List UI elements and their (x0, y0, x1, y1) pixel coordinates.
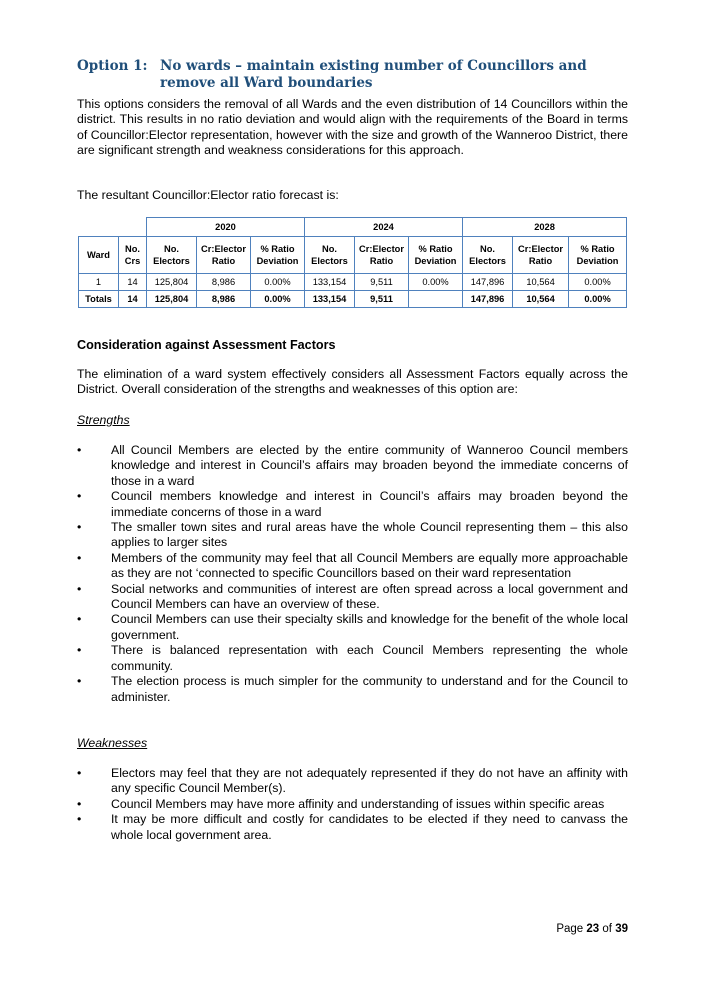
col-header-ratio: Cr:Elector Ratio (513, 237, 569, 274)
of-label: of (602, 923, 612, 935)
list-item (77, 643, 628, 674)
cell-deviation: 0.00% (569, 274, 627, 291)
page-number (556, 923, 628, 935)
list-item (77, 766, 628, 797)
weaknesses-heading: Weaknesses (77, 736, 148, 750)
cell-electors: 125,804 (147, 291, 197, 308)
ratio-forecast-table (78, 217, 627, 308)
col-header-electors: No. Electors (147, 237, 197, 274)
bullet-icon: • (77, 812, 82, 827)
cell-deviation: 0.00% (409, 274, 463, 291)
cell-ratio: 10,564 (513, 291, 569, 308)
list-item-text: All Council Members are elected by the entire community of Wanneroo Council members knowledge and interest in Council’s affairs may broaden beyond the immediate concerns of those in a ward (111, 443, 628, 488)
consideration-heading: Consideration against Assessment Factors (77, 338, 336, 352)
list-item-text: The smaller town sites and rural areas have the whole Council representing them – this also applies to larger sites (111, 520, 628, 550)
list-item-text: Council members knowledge and interest in Council’s affairs may broaden beyond the immediate concerns of those in a ward (111, 489, 628, 519)
strengths-list (77, 443, 628, 705)
cell-crs: 14 (119, 274, 147, 291)
list-item-text: Electors may feel that they are not adequately represented if they do not have an affinity with any specific Council Member(s). (111, 766, 628, 796)
cell-ratio: 10,564 (513, 274, 569, 291)
consideration-paragraph: The elimination of a ward system effectively considers all Assessment Factors equally across the District. Overall consideration of the strengths and weaknesses of this option are: (77, 367, 628, 397)
weaknesses-list (77, 766, 628, 843)
bullet-icon: • (77, 520, 82, 535)
ratio-intro: The resultant Councillor:Elector ratio forecast is: (77, 188, 339, 202)
col-header-ratio: Cr:Elector Ratio (197, 237, 251, 274)
list-item (77, 443, 628, 489)
list-item (77, 797, 628, 812)
bullet-icon: • (77, 674, 82, 689)
list-item-text: There is balanced representation with each Council Members representing the whole community. (111, 643, 628, 673)
table-year-row (79, 218, 627, 237)
cell-electors: 147,896 (463, 291, 513, 308)
cell-deviation (409, 291, 463, 308)
cell-deviation: 0.00% (569, 291, 627, 308)
cell-deviation: 0.00% (251, 274, 305, 291)
bullet-icon: • (77, 766, 82, 780)
cell-electors: 125,804 (147, 274, 197, 291)
col-header-deviation: % Ratio Deviation (569, 237, 627, 274)
cell-deviation: 0.00% (251, 291, 305, 308)
list-item (77, 551, 628, 582)
list-item-text: Members of the community may feel that all Council Members are equally more approachable as they are not ‘connected to specific Councillors based on their ward representation (111, 550, 628, 581)
table-blank-cell (79, 218, 147, 237)
year-header: 2028 (463, 218, 627, 237)
table-row (79, 274, 627, 291)
cell-ward: 1 (79, 274, 119, 291)
cell-crs: 14 (119, 291, 147, 308)
list-item-text: The election process is much simpler for the community to understand and for the Council to administer. (111, 674, 628, 704)
list-item (77, 612, 628, 643)
bullet-icon: • (77, 550, 82, 565)
col-header-electors: No. Electors (305, 237, 355, 274)
col-header-ratio: Cr:Elector Ratio (355, 237, 409, 274)
bullet-icon: • (77, 443, 82, 457)
cell-ratio: 9,511 (355, 274, 409, 291)
total-pages: 39 (615, 923, 628, 935)
col-header-crs: No. Crs (119, 237, 147, 274)
list-item (77, 812, 628, 843)
col-header-deviation: % Ratio Deviation (251, 237, 305, 274)
bullet-icon: • (77, 796, 82, 811)
list-item-text: It may be more difficult and costly for candidates to be elected if they need to canvass the whole local government area. (111, 812, 628, 842)
option-title: No wards – maintain existing number of Councillors and remove all Ward boundaries (160, 58, 587, 91)
strengths-heading: Strengths (77, 413, 130, 427)
cell-ratio: 8,986 (197, 274, 251, 291)
intro-paragraph: This options considers the removal of all Wards and the even distribution of 14 Councillors within the district. This results in no ratio deviation and would align with the requirements of the Board in terms of Councillor:Elector representation, however with the size and growth of the Wanneroo District, there are significant strength and weakness considerations for this approach. (77, 97, 628, 158)
current-page: 23 (586, 923, 600, 935)
list-item (77, 489, 628, 520)
list-item-text: Council Members can use their specialty skills and knowledge for the benefit of the whole local government. (111, 612, 628, 642)
cell-electors: 133,154 (305, 291, 355, 308)
option-number: Option 1: (77, 58, 148, 74)
year-header: 2020 (147, 218, 305, 237)
cell-ward: Totals (79, 291, 119, 308)
table-totals-row (79, 291, 627, 308)
year-header: 2024 (305, 218, 463, 237)
col-header-electors: No. Electors (463, 237, 513, 274)
col-header-ward: Ward (79, 237, 119, 274)
bullet-icon: • (77, 581, 82, 596)
bullet-icon: • (77, 643, 82, 658)
table-header-row (79, 237, 627, 274)
col-header-deviation: % Ratio Deviation (409, 237, 463, 274)
cell-electors: 133,154 (305, 274, 355, 291)
cell-ratio: 8,986 (197, 291, 251, 308)
bullet-icon: • (77, 489, 82, 504)
cell-ratio: 9,511 (355, 291, 409, 308)
list-item (77, 520, 628, 551)
list-item (77, 582, 628, 613)
cell-electors: 147,896 (463, 274, 513, 291)
list-item-text: Social networks and communities of interest are often spread across a local government and Council Members can have an overview of these. (111, 581, 628, 612)
list-item-text: Council Members may have more affinity and understanding of issues within specific areas (111, 796, 605, 811)
page-label: Page (556, 923, 584, 935)
list-item (77, 674, 628, 705)
bullet-icon: • (77, 612, 82, 627)
